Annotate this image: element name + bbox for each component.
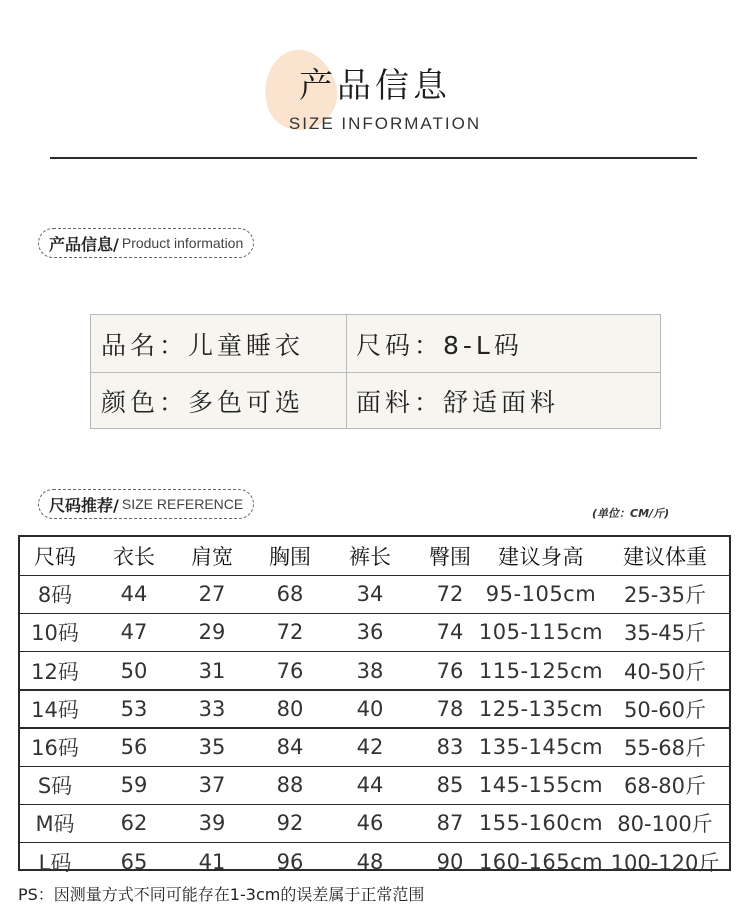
table-cell: 74 [436,620,464,645]
footer-note: PS：因测量方式不同可能存在1-3cm的误差属于正常范围 [18,885,425,904]
table-cell: 39 [198,811,226,836]
product-info-table [90,314,661,429]
table-cell: 40-50斤 [623,659,707,684]
table-row [20,652,729,690]
column-header: 建议身高 [498,545,584,569]
table-cell: 33 [198,696,226,721]
table-cell: 160-165cm [478,849,604,874]
table-cell: 65 [120,849,148,874]
table-cell: 36 [356,620,384,645]
table-cell: 16码 [31,736,79,760]
table-cell: 115-125cm [478,658,604,683]
table-cell: 72 [276,620,304,645]
product-color-cell: 颜色：多色可选 [101,387,305,417]
product-size-cell: 尺码：8-L码 [356,330,523,360]
table-cell: 47 [120,620,148,645]
table-cell: 55-68斤 [623,736,707,760]
table-cell: 85 [436,773,464,798]
table-row [20,613,729,651]
table-cell: 100-120斤 [610,850,720,875]
table-row [20,575,729,613]
product-info-label-en: Product information [121,235,244,251]
table-cell: 38 [356,658,384,683]
table-cell: 25-35斤 [623,583,707,608]
table-cell: 76 [436,658,464,683]
size-chart-table [18,535,731,875]
product-fabric-cell: 面料：舒适面料 [356,387,560,417]
table-cell: 27 [198,582,226,607]
table-cell: 80 [276,696,304,721]
table-cell: 53 [120,696,148,721]
table-cell: 95-105cm [485,582,597,607]
table-cell: 46 [356,811,384,836]
table-row [20,843,729,881]
table-cell: 80-100斤 [617,812,713,837]
table-cell: 59 [120,773,148,798]
product-info-label [38,228,254,258]
table-cell: 40 [356,696,384,721]
page-title: 产品信息 [299,66,451,106]
column-header: 建议体重 [623,545,707,569]
table-cell: 35 [198,735,226,759]
table-header-row [20,537,729,575]
column-header: 尺码 [34,545,76,569]
table-row [20,690,729,728]
table-cell: 44 [356,773,384,798]
table-cell: 155-160cm [478,811,604,836]
product-name-cell: 品名：儿童睡衣 [101,330,305,360]
table-cell: 88 [276,773,304,798]
table-cell: 62 [120,811,148,836]
size-reference-label-zh: 尺码推荐/ [49,495,119,515]
column-header: 肩宽 [191,545,233,569]
table-cell: 96 [276,849,304,874]
page-subtitle: SIZE INFORMATION [288,114,482,133]
table-cell: 68 [276,582,304,607]
table-cell: 56 [120,735,148,759]
table-cell: 37 [198,773,226,798]
product-info-label-zh: 产品信息/ [49,234,119,254]
table-cell: 105-115cm [478,620,604,645]
table-cell: 90 [436,849,464,874]
table-cell: 87 [436,811,464,836]
table-cell: 50 [120,658,148,683]
table-cell: 78 [436,696,464,721]
unit-note: (单位：CM/斤) [592,507,670,520]
size-reference-label [38,489,254,519]
table-cell: 12码 [31,659,79,684]
table-cell: 50-60斤 [623,697,707,722]
table-cell: 72 [436,582,464,607]
table-cell: 135-145cm [478,735,604,759]
table-cell: 145-155cm [478,773,604,798]
title-divider [50,157,697,159]
table-cell: 84 [276,735,304,759]
size-reference-label-en: SIZE REFERENCE [121,496,244,512]
table-cell: 10码 [31,621,79,646]
table-divider [91,372,660,373]
column-header: 裤长 [349,545,391,569]
table-cell: 8码 [37,583,73,608]
table-row [20,804,729,842]
table-cell: 68-80斤 [623,774,707,799]
table-cell: 35-45斤 [623,621,707,646]
table-cell: 48 [356,849,384,874]
table-cell: 29 [198,620,226,645]
table-cell: L码 [38,850,72,875]
table-cell: 42 [356,735,384,759]
table-row [20,728,729,766]
table-cell: 14码 [31,697,79,722]
table-cell: 41 [198,849,226,874]
table-cell: 125-135cm [478,696,604,721]
table-cell: 92 [276,811,304,836]
table-cell: S码 [37,774,73,799]
table-cell: M码 [35,812,75,837]
table-row [20,766,729,804]
table-cell: 31 [198,658,226,683]
table-cell: 83 [436,735,464,759]
table-cell: 76 [276,658,304,683]
column-header: 臀围 [429,545,471,569]
column-header: 胸围 [269,545,311,569]
table-cell: 44 [120,582,148,607]
column-header: 衣长 [113,545,155,569]
table-cell: 34 [356,582,384,607]
